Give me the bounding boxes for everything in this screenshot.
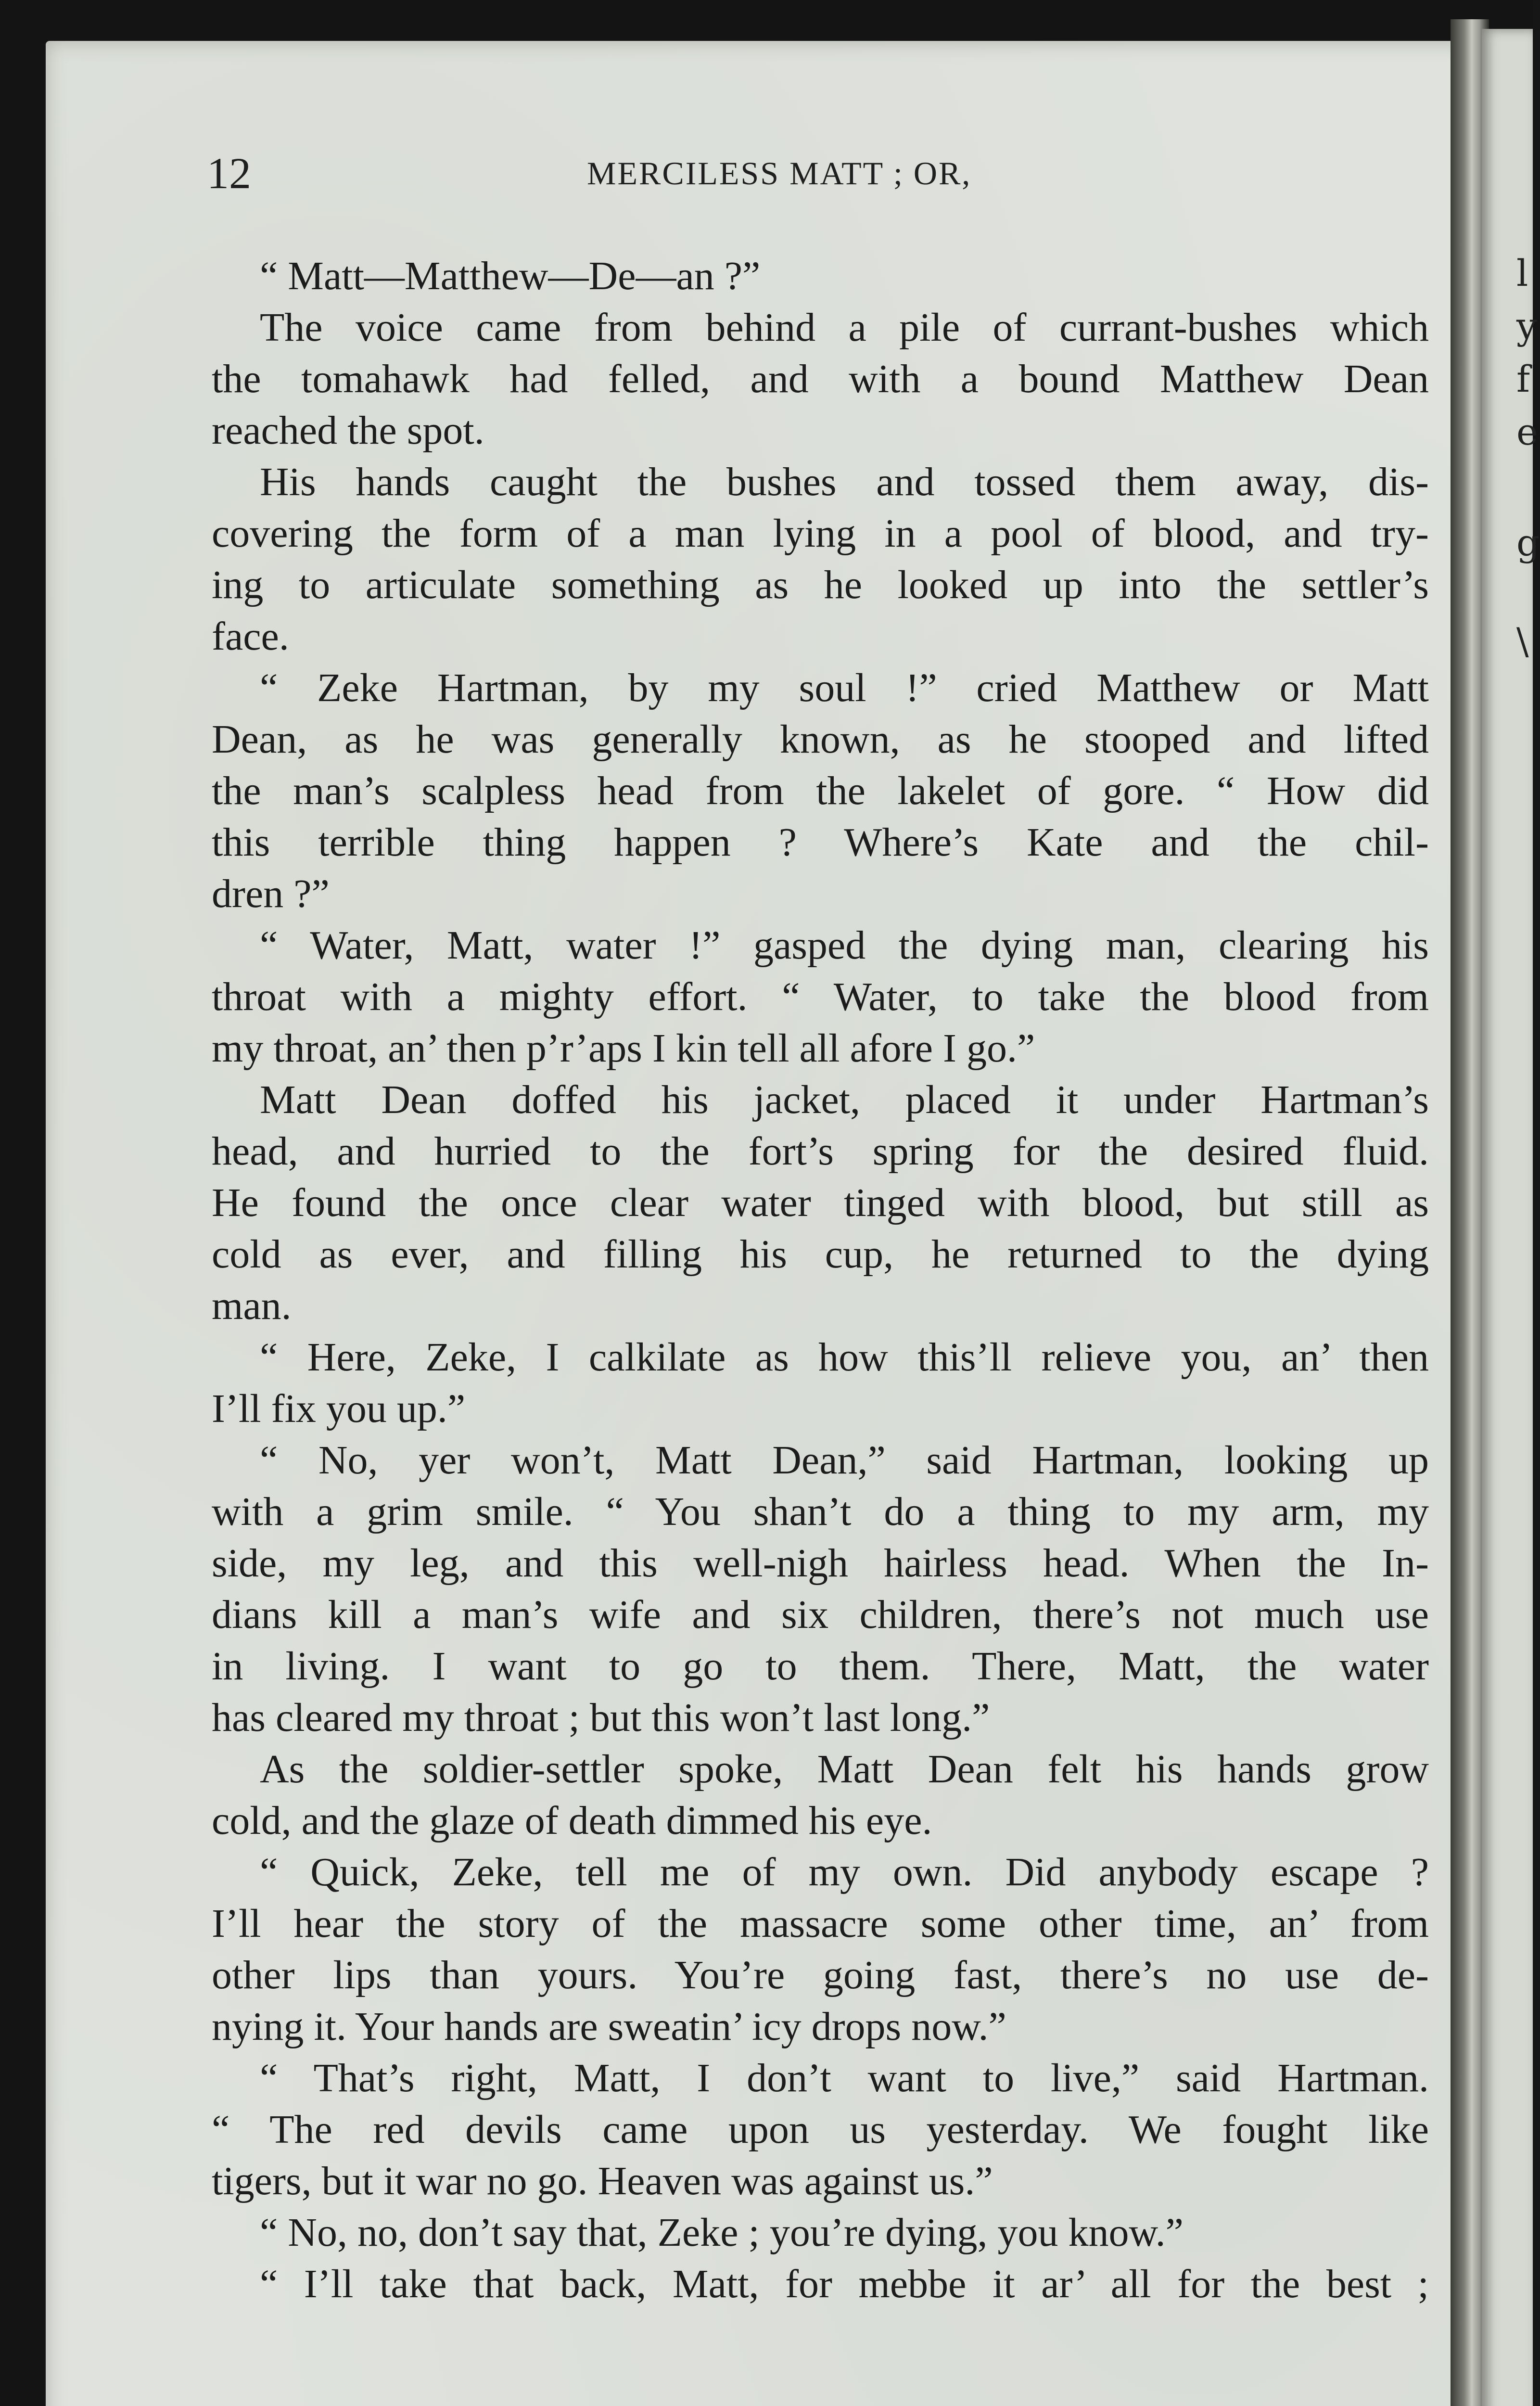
text-line: other lips than yours. You’re going fast, there’s no use de-	[212, 1953, 1429, 1997]
text-line: I’ll hear the story of the massacre some other time, an’ from	[212, 1901, 1429, 1946]
text-line: nying it. Your hands are sweatin’ icy drops now.”	[212, 2004, 1006, 2049]
text-line: has cleared my throat ; but this won’t last long.”	[212, 1695, 990, 1740]
text-line: man.	[212, 1283, 292, 1328]
text-line: “ Water, Matt, water !” gasped the dying man, clearing his	[260, 923, 1429, 968]
text-line: reached the spot.	[212, 408, 484, 453]
text-line: “ Matt—Matthew—De—an ?”	[260, 254, 761, 298]
facing-page-char: g	[1516, 521, 1540, 564]
text-line: the man’s scalpless head from the lakelet of gore. “ How did	[212, 768, 1429, 813]
text-line: cold, and the glaze of death dimmed his eye.	[212, 1798, 932, 1843]
text-line: “ Here, Zeke, I calkilate as how this’ll relieve you, an’ then	[260, 1335, 1429, 1380]
running-title: MERCILESS MATT ; OR,	[587, 155, 972, 192]
text-line: side, my leg, and this well-nigh hairless head. When the In-	[212, 1541, 1429, 1586]
text-line: I’ll fix you up.”	[212, 1386, 466, 1431]
facing-page-char: \	[1516, 620, 1529, 663]
text-line: “ No, no, don’t say that, Zeke ; you’re dying, you know.”	[260, 2210, 1184, 2255]
facing-page-char: f	[1516, 358, 1530, 400]
body-text	[212, 250, 1429, 2310]
page-number: 12	[207, 149, 251, 198]
text-line: tigers, but it war no go. Heaven was against us.”	[212, 2159, 993, 2203]
text-line: head, and hurried to the fort’s spring for the desired fluid.	[212, 1129, 1429, 1174]
facing-page-edge	[1482, 29, 1540, 2406]
text-line: the tomahawk had felled, and with a bound Matthew Dean	[212, 357, 1429, 401]
text-line: Matt Dean doffed his jacket, placed it under Hartman’s	[260, 1077, 1429, 1122]
text-line: “ The red devils came upon us yesterday. We fought like	[212, 2107, 1429, 2152]
text-line: “ I’ll take that back, Matt, for mebbe it ar’ all for the best ;	[260, 2262, 1429, 2306]
facing-page-char: e	[1516, 410, 1538, 453]
text-line: covering the form of a man lying in a pool of blood, and try-	[212, 511, 1429, 556]
text-line: The voice came from behind a pile of currant-bushes which	[260, 305, 1429, 350]
text-line: throat with a mighty effort. “ Water, to take the blood from	[212, 974, 1429, 1019]
text-line: Dean, as he was generally known, as he stooped and lifted	[212, 717, 1429, 762]
running-head	[207, 149, 1458, 197]
text-line: dians kill a man’s wife and six children, there’s not much use	[212, 1592, 1429, 1637]
text-line: “ Quick, Zeke, tell me of my own. Did anybody escape ?	[260, 1850, 1429, 1894]
text-line: He found the once clear water tinged with blood, but still as	[212, 1180, 1429, 1225]
text-line: face.	[212, 614, 289, 659]
text-line: “ No, yer won’t, Matt Dean,” said Hartman, looking up	[260, 1438, 1429, 1483]
text-line: ing to articulate something as he looked up into the settler’s	[212, 563, 1429, 607]
text-line: in living. I want to go to them. There, Matt, the water	[212, 1644, 1429, 1689]
facing-page-char: y	[1516, 305, 1537, 347]
facing-page-char: l	[1516, 252, 1528, 294]
text-line: As the soldier-settler spoke, Matt Dean felt his hands grow	[260, 1747, 1429, 1792]
text-line: my throat, an’ then p’r’aps I kin tell all afore I go.”	[212, 1026, 1035, 1071]
text-line: this terrible thing happen ? Where’s Kate and the chil-	[212, 820, 1429, 865]
text-line: cold as ever, and filling his cup, he returned to the dying	[212, 1232, 1429, 1277]
text-line: His hands caught the bushes and tossed them away, dis-	[260, 460, 1429, 504]
text-line: “ That’s right, Matt, I don’t want to live,” said Hartman.	[260, 2056, 1429, 2100]
text-line: “ Zeke Hartman, by my soul !” cried Matthew or Matt	[260, 665, 1429, 710]
text-line: with a grim smile. “ You shan’t do a thing to my arm, my	[212, 1489, 1429, 1534]
text-line: dren ?”	[212, 871, 330, 916]
